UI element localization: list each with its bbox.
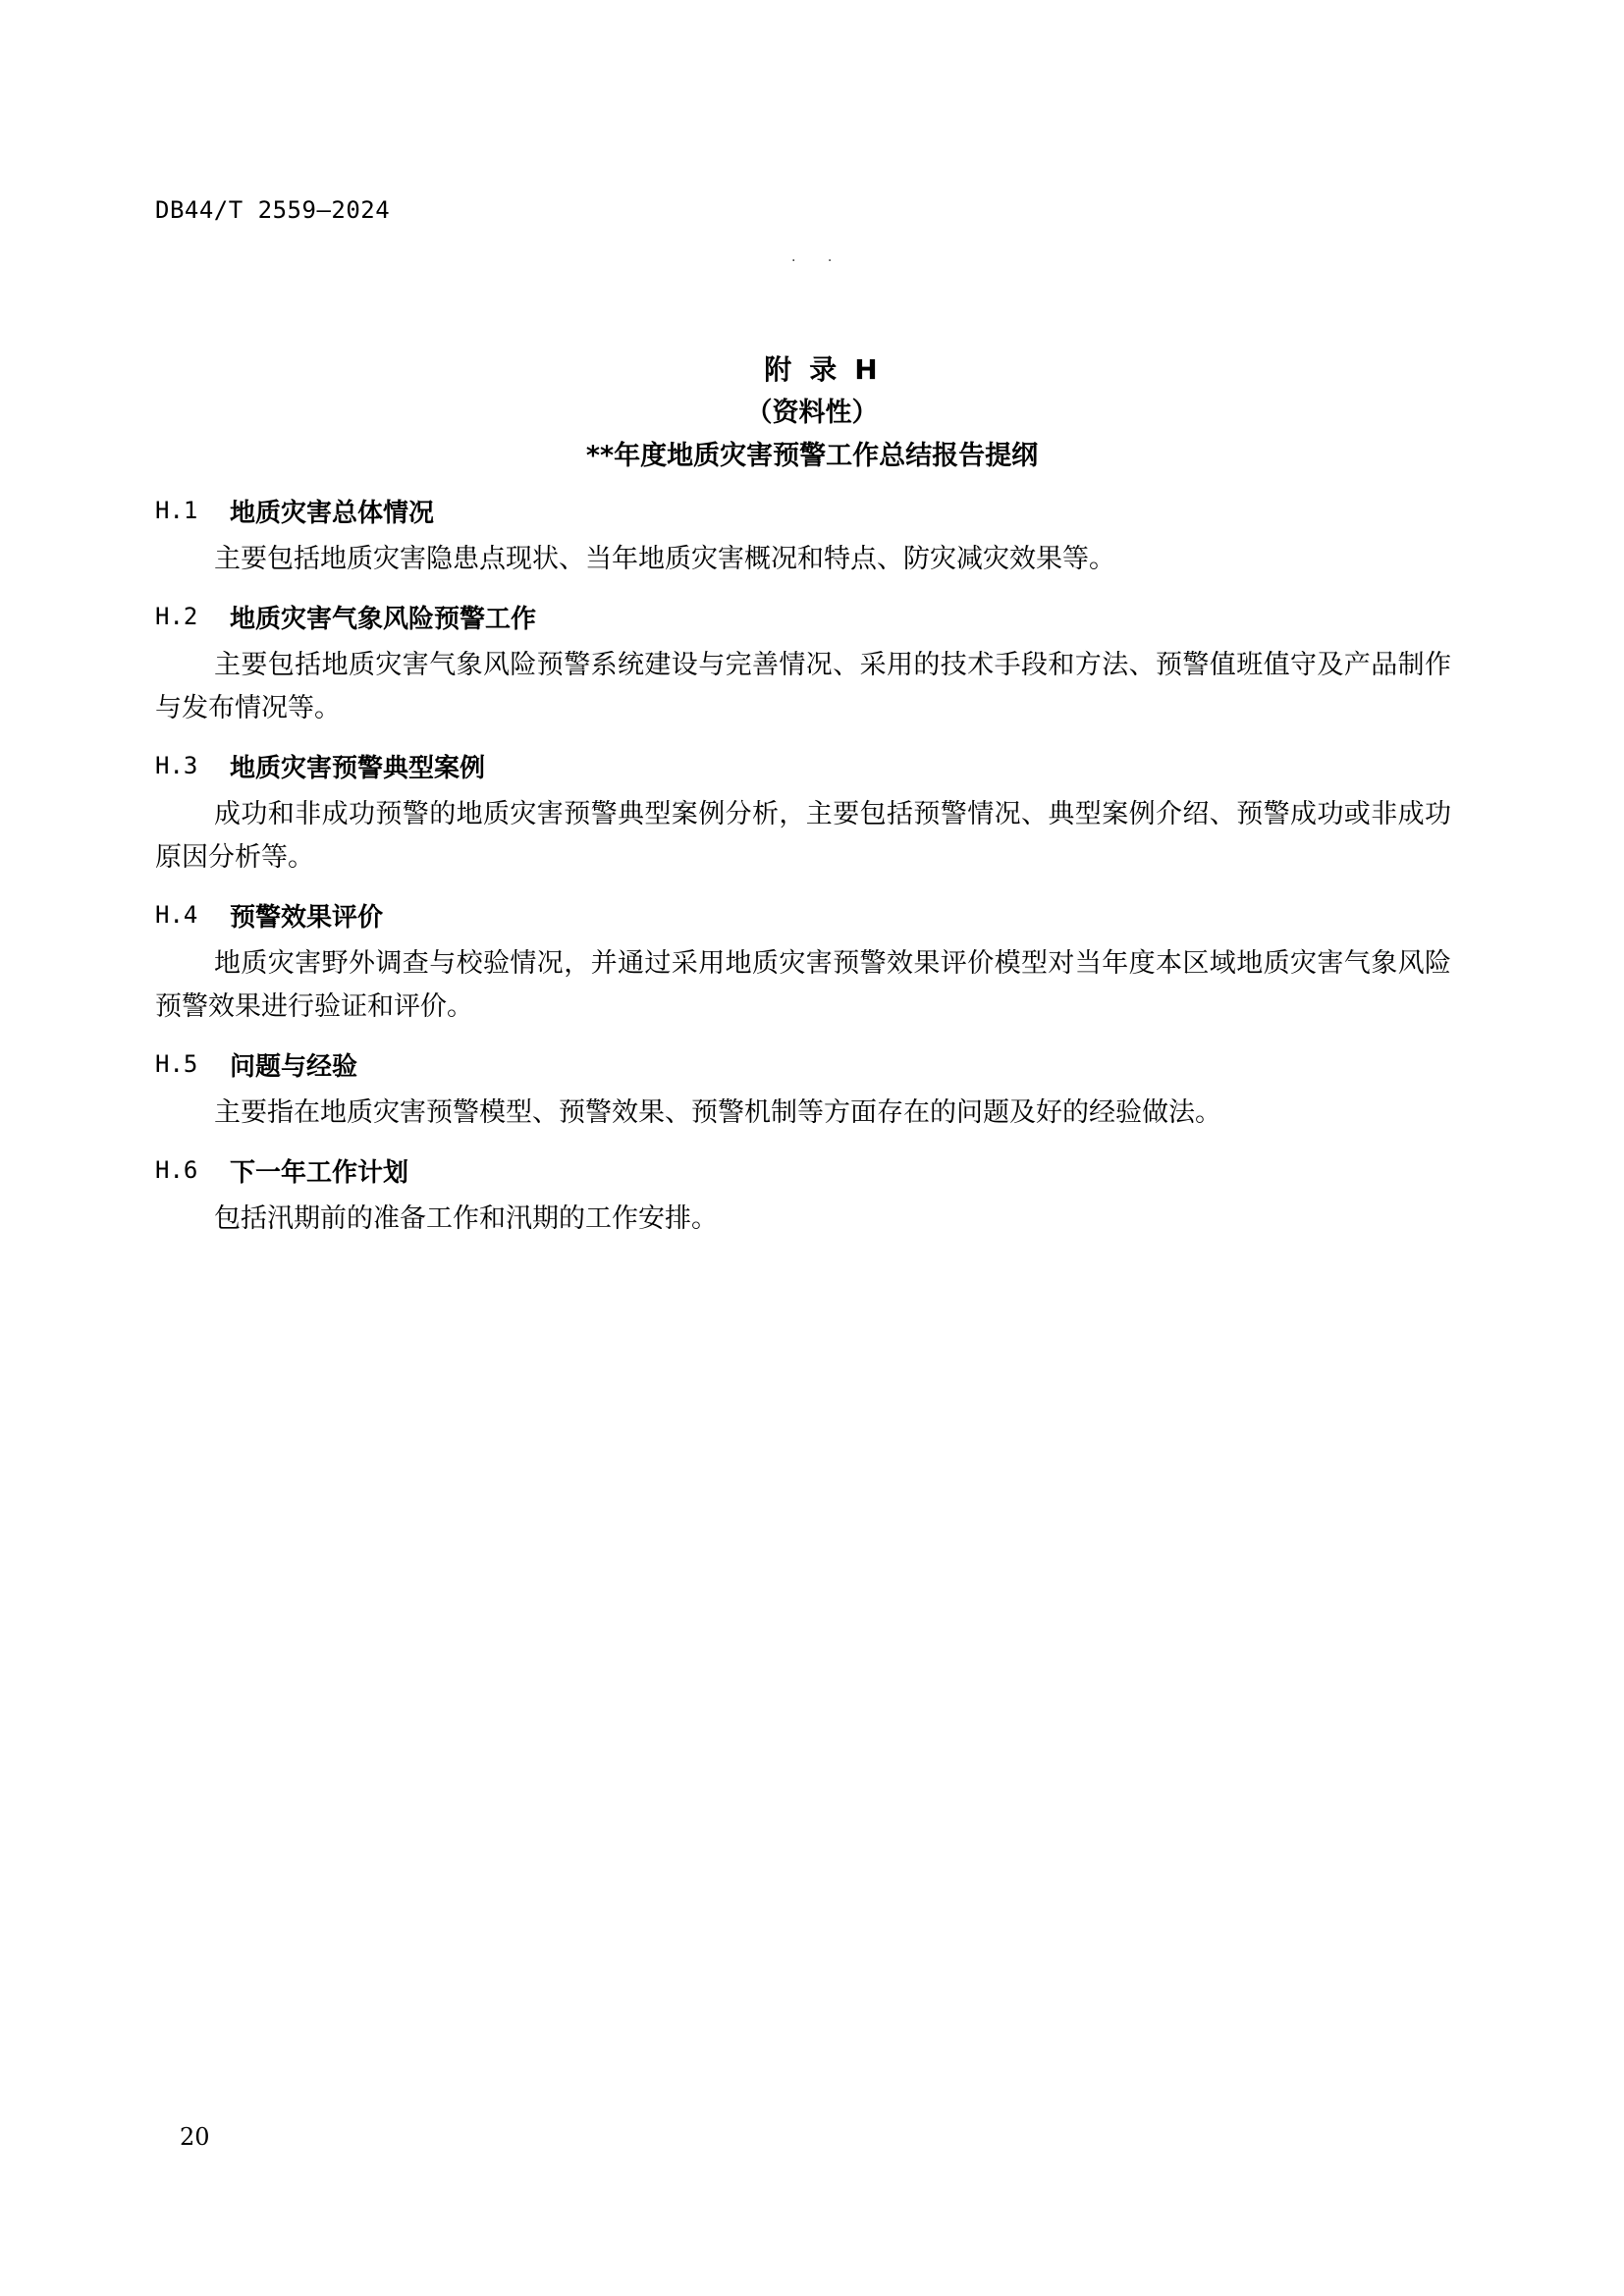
section-body: 成功和非成功预警的地质灾害预警典型案例分析，主要包括预警情况、典型案例介绍、预警成功或非成功原因分析等。 [155,799,1451,873]
section-number: H.1 [155,497,198,524]
section-title: 地质灾害总体情况 [230,498,435,528]
section-number: H.6 [155,1156,198,1184]
page-number: 20 [180,2123,210,2151]
section-heading [155,597,1451,636]
appendix-title: 附录H [764,353,895,386]
section-h2 [155,597,1451,730]
section-heading [155,895,1451,934]
header-dots: · · [791,253,846,269]
appendix-name: **年度地质灾害预警工作总结报告提纲 [585,441,1039,471]
section-body: 包括汛期前的准备工作和汛期的工作安排。 [214,1203,718,1234]
appendix-sections [155,491,1451,1256]
section-title: 下一年工作计划 [230,1157,409,1188]
section-number: H.5 [155,1050,198,1078]
section-body: 主要包括地质灾害隐患点现状、当年地质灾害概况和特点、防灾减灾效果等。 [214,544,1115,574]
section-body: 地质灾害野外调查与校验情况，并通过采用地质灾害预警效果评价模型对当年度本区域地质灾害气象风险预警效果进行验证和评价。 [155,948,1451,1022]
section-h6 [155,1150,1451,1241]
section-title: 地质灾害气象风险预警工作 [230,604,537,634]
section-heading [155,1150,1451,1190]
section-body: 主要指在地质灾害预警模型、预警效果、预警机制等方面存在的问题及好的经验做法。 [214,1097,1221,1128]
section-heading [155,491,1451,530]
section-h1 [155,491,1451,581]
section-heading [155,746,1451,785]
section-title: 地质灾害预警典型案例 [230,753,486,783]
section-title: 问题与经验 [230,1051,358,1082]
section-number: H.2 [155,603,198,630]
section-number: H.4 [155,901,198,929]
section-h3 [155,746,1451,880]
section-h5 [155,1044,1451,1135]
section-heading [155,1044,1451,1084]
standard-code: DB44/T 2559—2024 [155,196,391,224]
section-title: 预警效果评价 [230,902,384,933]
section-h4 [155,895,1451,1029]
appendix-type: （资料性） [745,398,879,428]
section-number: H.3 [155,752,198,779]
section-body: 主要包括地质灾害气象风险预警系统建设与完善情况、采用的技术手段和方法、预警值班值守及产品制作与发布情况等。 [155,650,1451,723]
